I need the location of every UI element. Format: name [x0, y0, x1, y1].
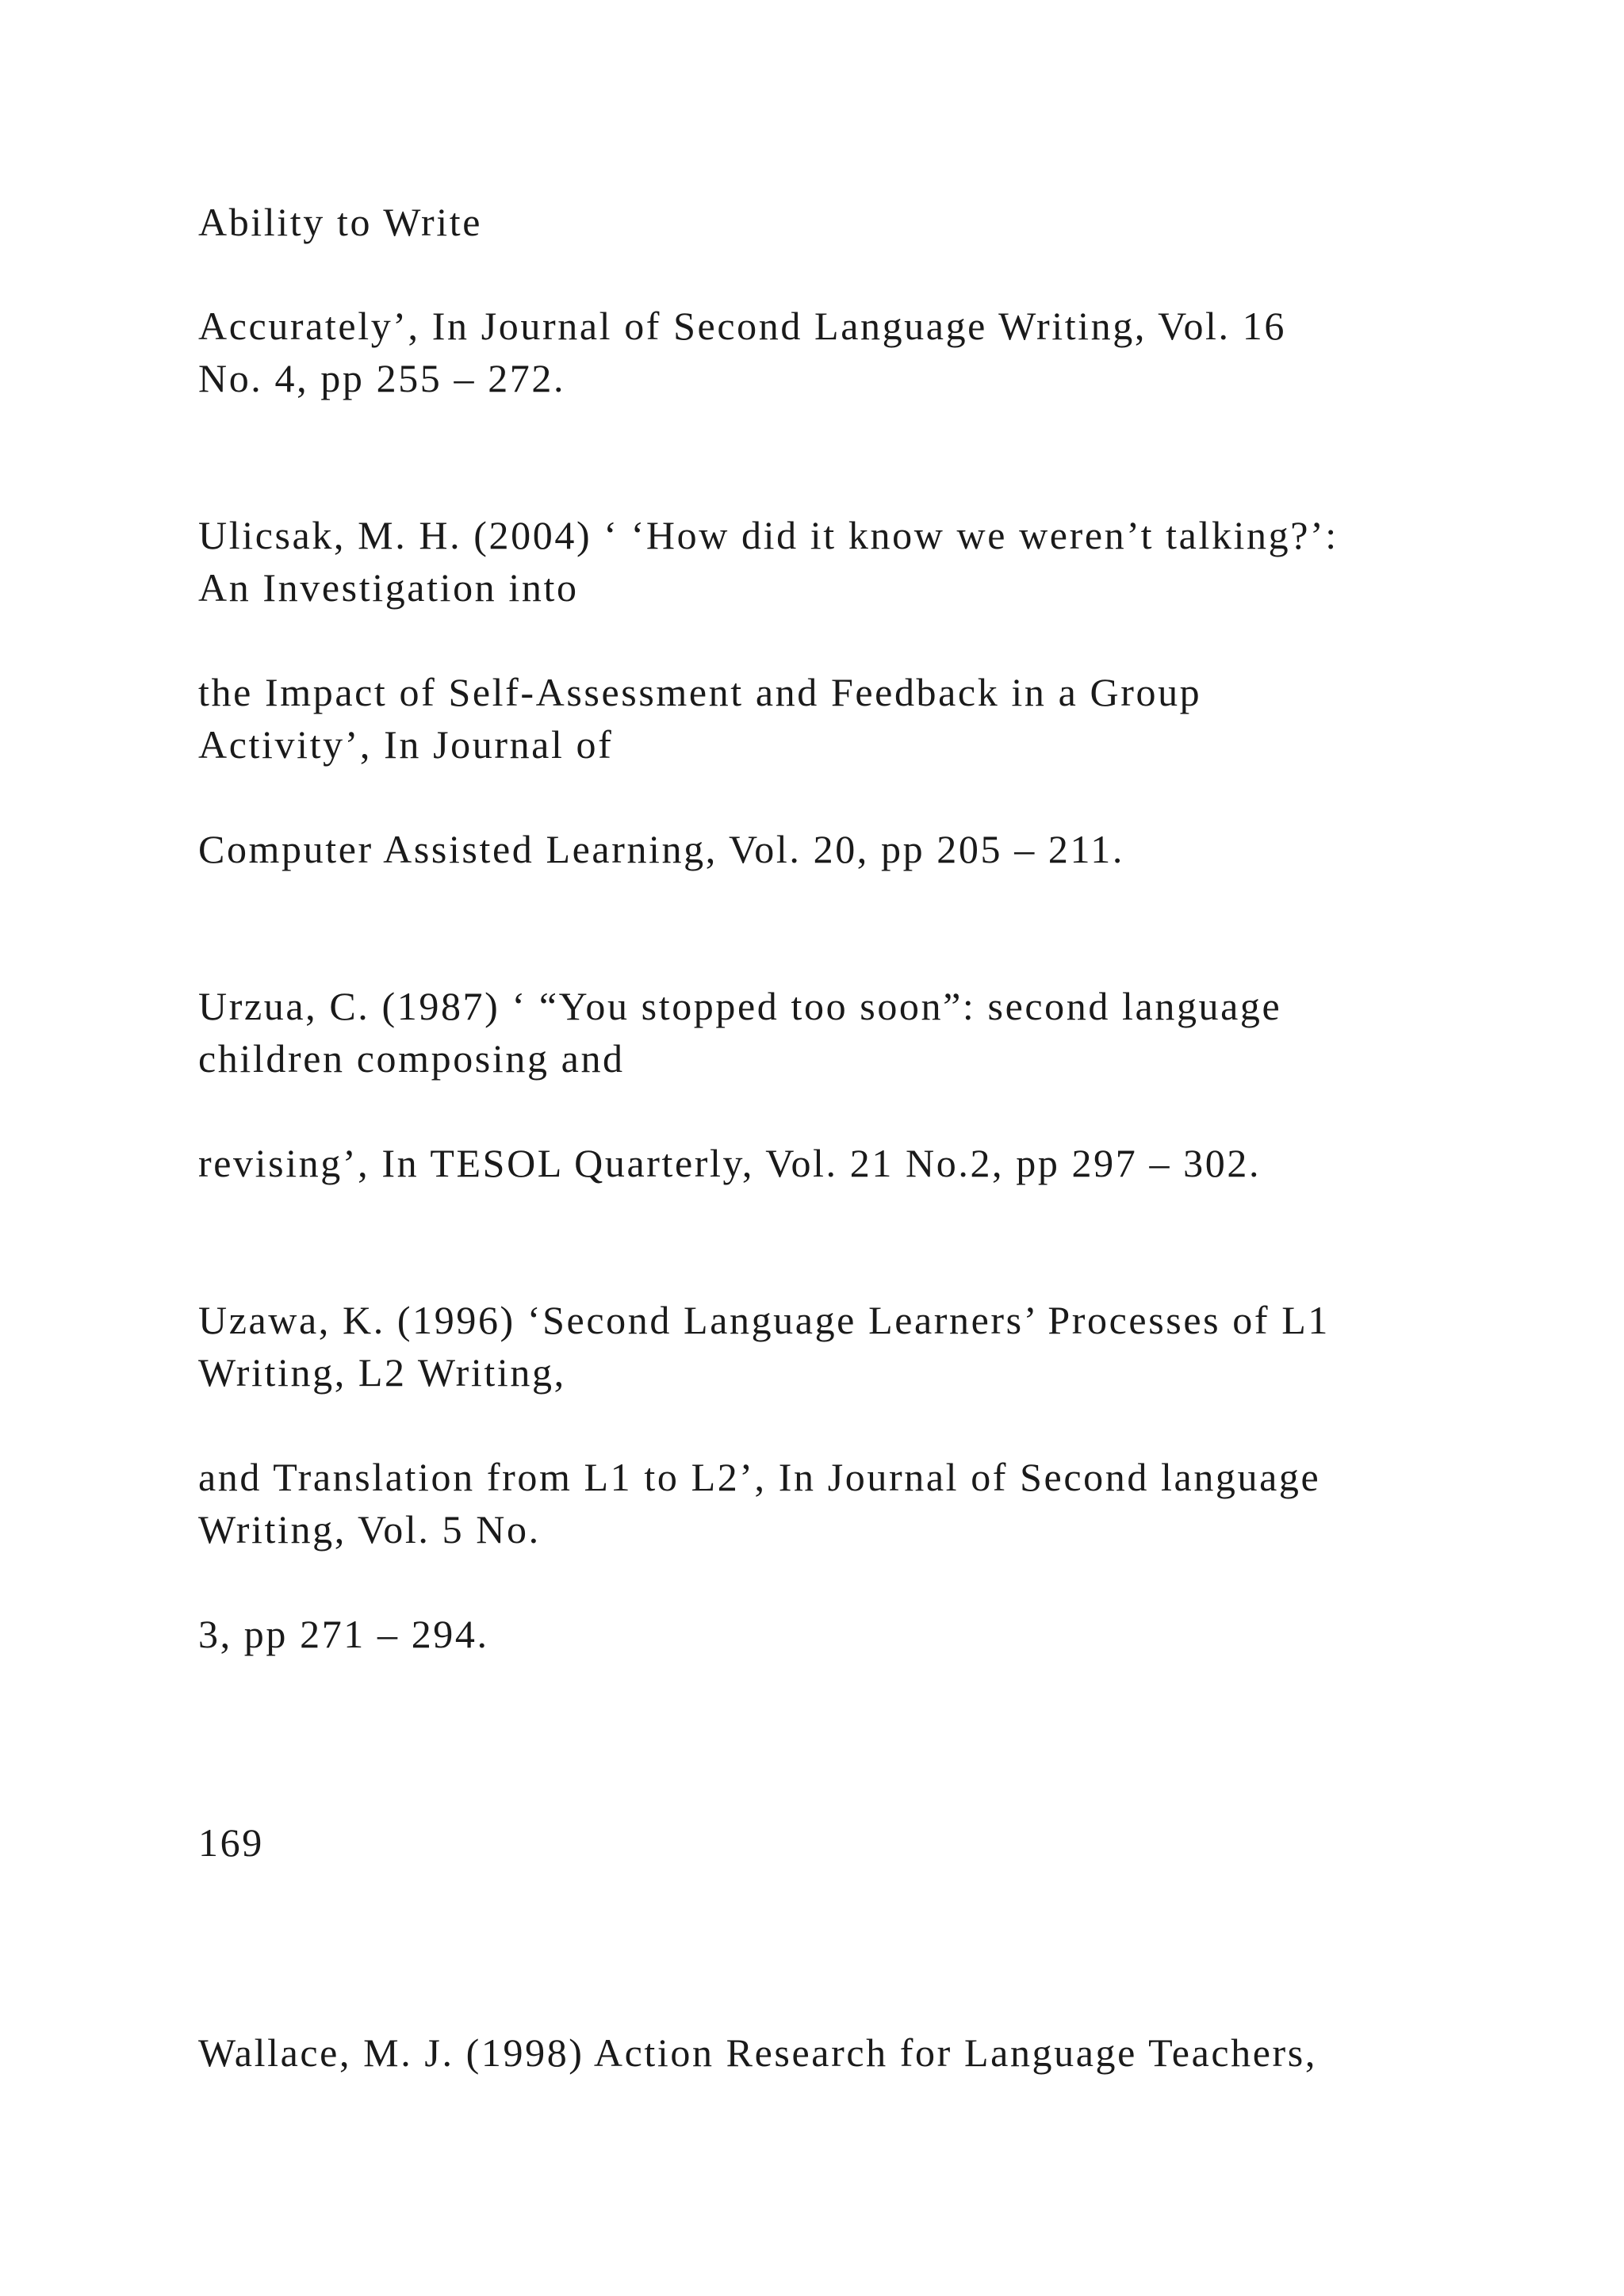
reference-text-line: Uzawa, K. (1996) ‘Second Language Learners’ Processes of L1: [198, 1298, 1330, 1342]
reference-text-line: and Translation from L1 to L2’, In Journal of Second language: [198, 1455, 1321, 1499]
reference-text-line: Activity’, In Journal of: [198, 722, 614, 767]
reference-text-line: Ulicsak, M. H. (2004) ‘ ‘How did it know we weren’t talking?’:: [198, 513, 1339, 557]
reference-text-line: Writing, L2 Writing,: [198, 1350, 566, 1395]
reference-text-line: Wallace, M. J. (1998) Action Research for Language Teachers,: [198, 2030, 1317, 2075]
reference-text-line: Computer Assisted Learning, Vol. 20, pp 205 – 211.: [198, 827, 1124, 871]
page-number: 169: [198, 1820, 264, 1865]
reference-text-line: children composing and: [198, 1036, 625, 1081]
reference-text-line: the Impact of Self-Assessment and Feedback in a Group: [198, 670, 1202, 714]
reference-text-line: An Investigation into: [198, 565, 579, 610]
reference-text-line: Urzua, C. (1987) ‘ “You stopped too soon”: second language: [198, 984, 1282, 1028]
reference-text-line: 3, pp 271 – 294.: [198, 1612, 489, 1656]
reference-text-line: Writing, Vol. 5 No.: [198, 1507, 541, 1552]
reference-text-line: No. 4, pp 255 – 272.: [198, 356, 566, 400]
reference-text-line: Ability to Write: [198, 200, 483, 244]
reference-text-line: Accurately’, In Journal of Second Language Writing, Vol. 16: [198, 304, 1286, 348]
reference-text-line: revising’, In TESOL Quarterly, Vol. 21 No.2, pp 297 – 302.: [198, 1141, 1262, 1185]
